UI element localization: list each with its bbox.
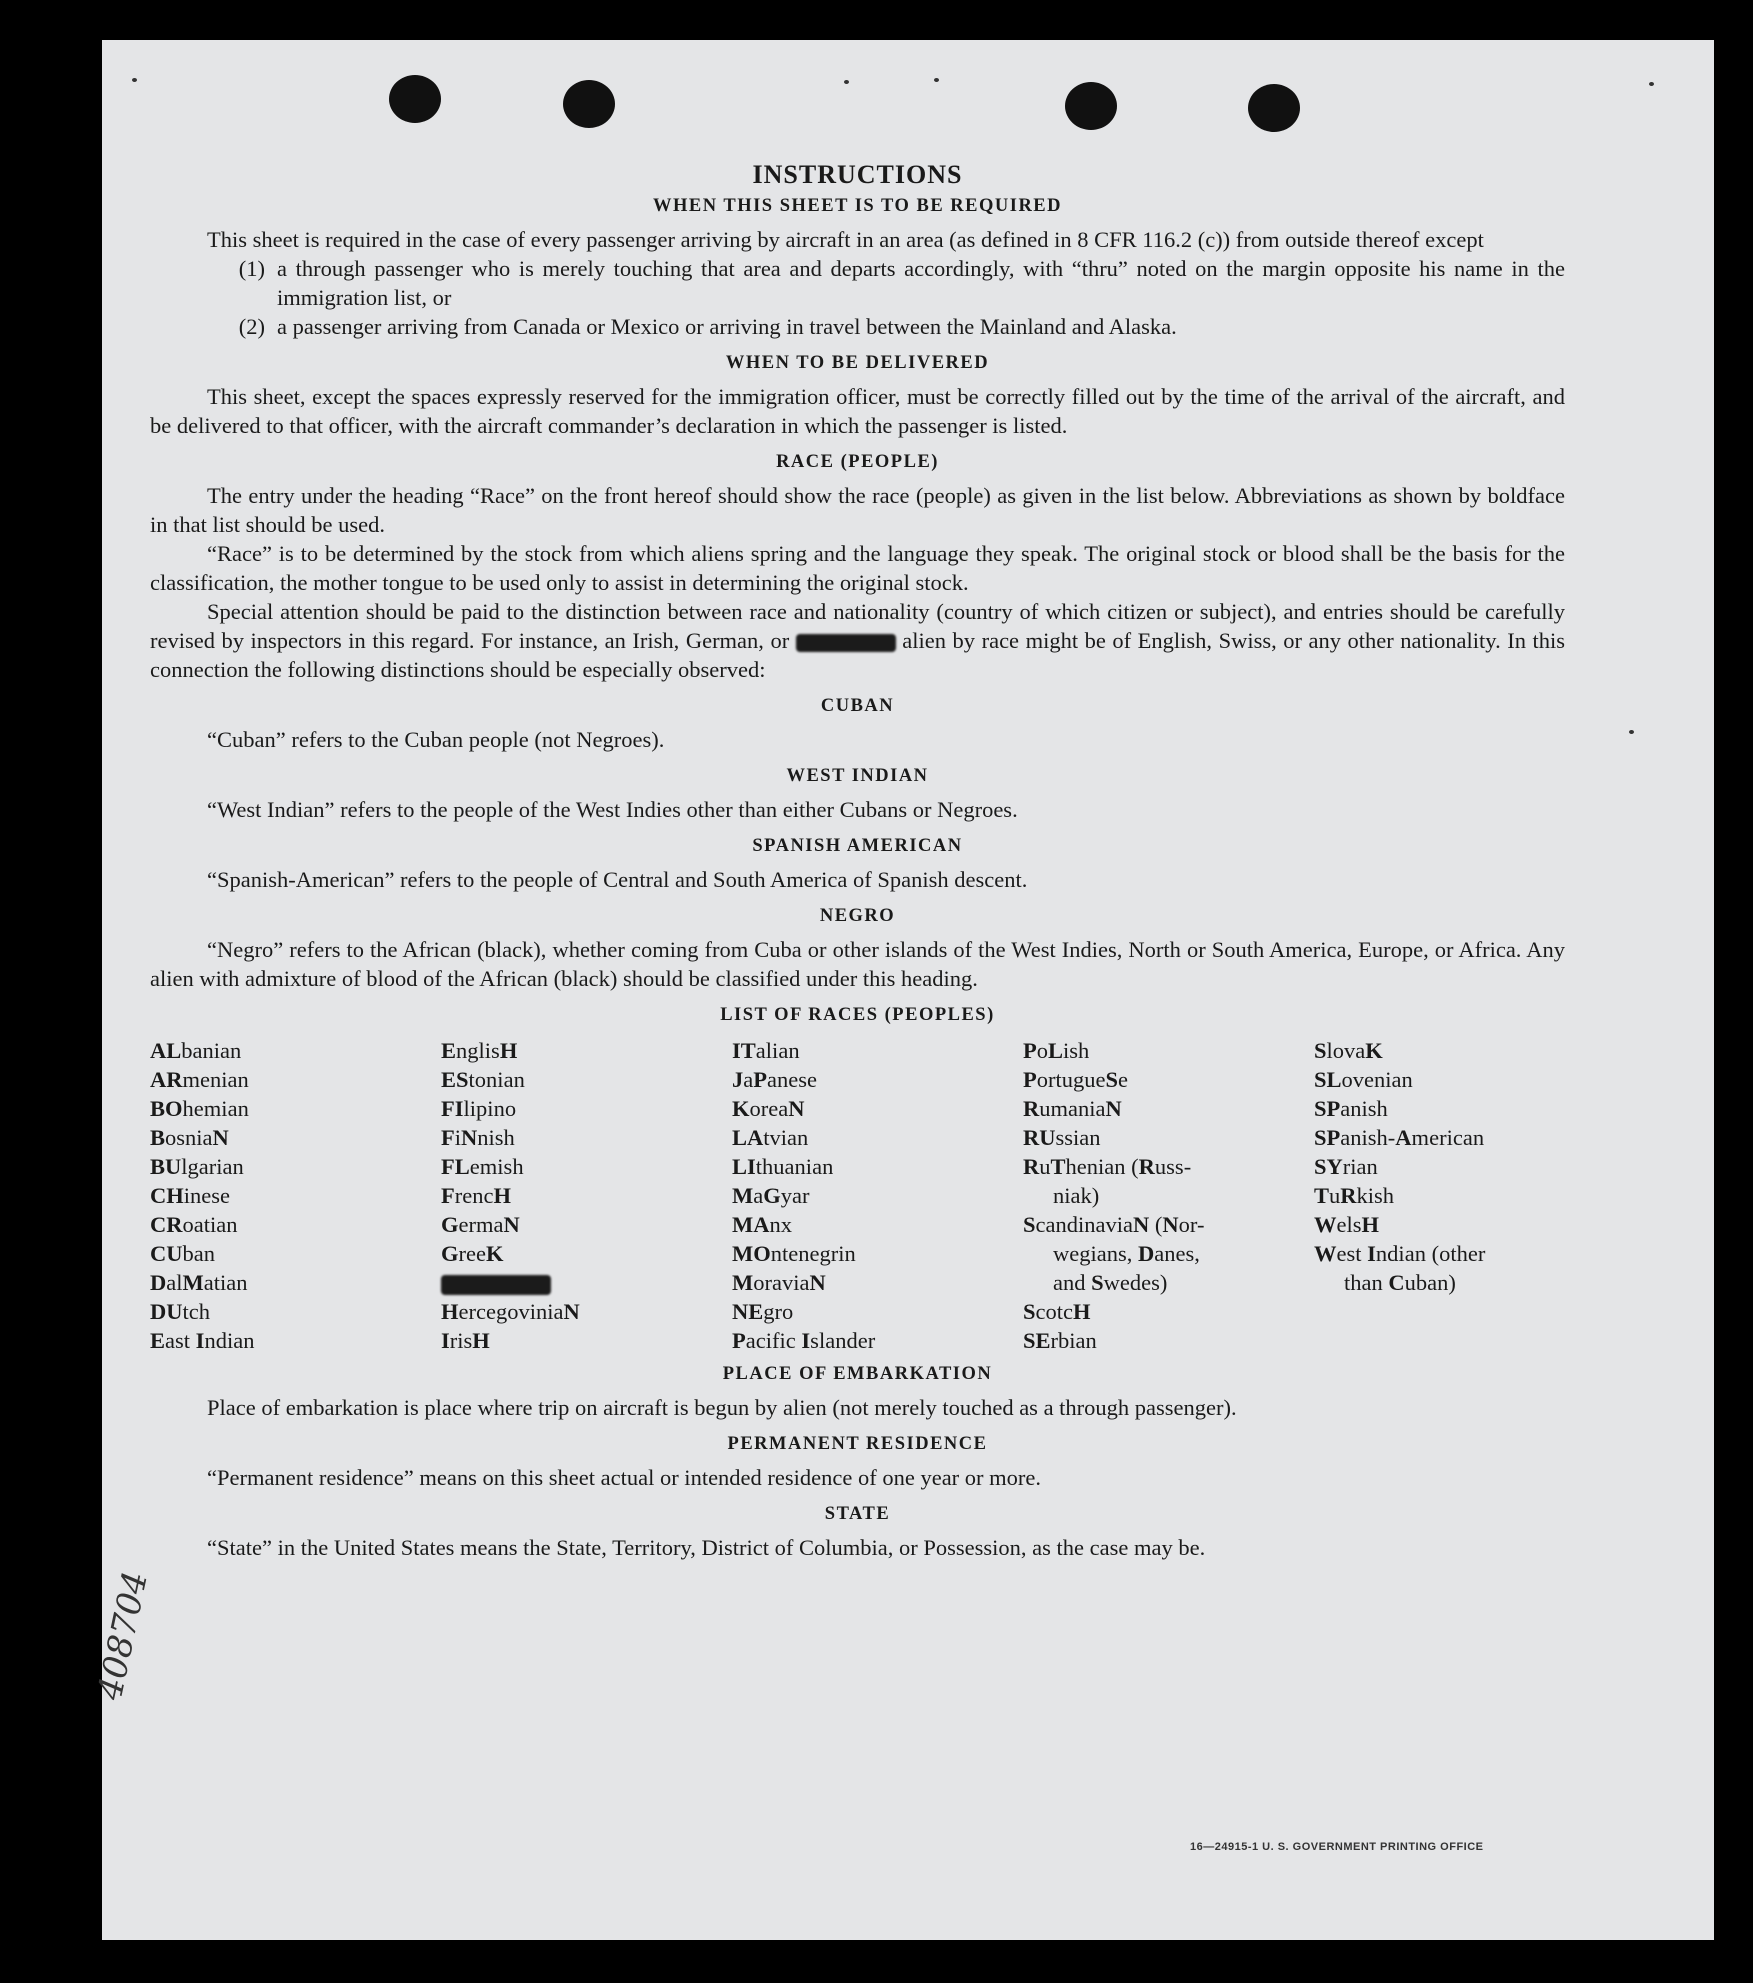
paragraph: “Cuban” refers to the Cuban people (not Negroes).	[207, 727, 665, 752]
race-entry-continuation: niak)	[1053, 1183, 1100, 1208]
race-entry: ScandinaviaN (Nor-	[1023, 1212, 1205, 1237]
race-entry: WelsH	[1314, 1212, 1380, 1237]
race-entry-redacted	[441, 1268, 732, 1297]
punch-hole	[389, 75, 441, 123]
paragraph: “Spanish-American” refers to the people of Central and South America of Spanish descent.	[207, 867, 1028, 892]
race-entry: PoLish	[1023, 1038, 1090, 1063]
punch-hole	[563, 80, 615, 128]
section-embarkation	[150, 1361, 1565, 1422]
races-column-2	[441, 1036, 732, 1355]
section-heading: LIST OF RACES (PEOPLES)	[720, 1005, 995, 1025]
races-column-1	[150, 1036, 441, 1355]
section-spanish-american	[150, 833, 1565, 894]
speck	[934, 78, 939, 82]
race-entry: East Indian	[150, 1328, 255, 1353]
race-entry: IrisH	[441, 1328, 490, 1353]
section-heading: CUBAN	[820, 696, 895, 716]
race-entry: Pacific Islander	[732, 1328, 876, 1353]
race-entry: SErbian	[1023, 1328, 1097, 1353]
race-entry: FIlipino	[441, 1096, 517, 1121]
section-negro	[150, 903, 1565, 993]
race-entry: CUban	[150, 1241, 215, 1266]
race-entry: CHinese	[150, 1183, 231, 1208]
races-column-3	[732, 1036, 1023, 1355]
paragraph: This sheet, except the spaces expressly reserved for the immigration officer, must be correctly filled out by the time of the arrival of the aircraft, and be delivered to that officer, with the aircraft commander’s declaration in which the passenger is listed.	[150, 384, 1565, 438]
race-entry: West Indian (other	[1314, 1241, 1486, 1266]
race-entry: ARmenian	[150, 1067, 249, 1092]
section-cuban	[150, 693, 1565, 754]
race-entry: RuThenian (Russ-	[1023, 1154, 1192, 1179]
paragraph: Place of embarkation is place where trip on aircraft is begun by alien (not merely touched as a through passenger).	[207, 1395, 1237, 1420]
section-delivered	[150, 350, 1565, 440]
paragraph: The entry under the heading “Race” on the front hereof should show the race (people) as given in the list below. Abbreviations as shown by boldface in that list should be used.	[150, 483, 1565, 537]
race-entry: SlovaK	[1314, 1038, 1383, 1063]
race-entry: MOntenegrin	[732, 1241, 856, 1266]
paragraph: “Race” is to be determined by the stock from which aliens spring and the language they speak. The original stock or blood shall be the basis for the classification, the mother tongue to be used only to assist in determining the original stock.	[150, 541, 1565, 595]
race-entry: JaPanese	[732, 1067, 818, 1092]
race-entry-continuation: than Cuban)	[1344, 1270, 1456, 1295]
item-text: a through passenger who is merely touching that area and departs accordingly, with “thru” noted on the margin opposite his name in the immigration list, or	[277, 256, 1565, 310]
races-grid	[150, 1036, 1565, 1355]
section-heading: WHEN THIS SHEET IS TO BE REQUIRED	[652, 196, 1063, 216]
speck	[1629, 730, 1634, 734]
race-entry: FrencH	[441, 1183, 512, 1208]
section-list-of-races	[150, 1002, 1565, 1355]
race-entry: TuRkish	[1314, 1183, 1395, 1208]
race-entry: ScotcH	[1023, 1299, 1091, 1324]
race-entry: SPanish	[1314, 1096, 1388, 1121]
race-entry: FLemish	[441, 1154, 524, 1179]
speck	[844, 80, 849, 84]
paragraph: “Permanent residence” means on this sheet actual or intended residence of one year or more.	[207, 1465, 1042, 1490]
section-heading: NEGRO	[819, 906, 896, 926]
section-permanent-residence	[150, 1431, 1565, 1492]
section-heading: PLACE OF EMBARKATION	[722, 1364, 993, 1384]
item-number: (2)	[238, 314, 265, 339]
redaction-mark	[441, 1275, 551, 1295]
paragraph-part: Special attention should be paid to the distinction between race and nationality (country of which citizen or subject), and entries should be carefully revised by inspectors in this regard. For instance, an Irish, German, or	[150, 599, 1565, 653]
paragraph: “Negro” refers to the African (black), whether coming from Cuba or other islands of the West Indies, North or South America, Europe, or Africa. Any alien with admixture of blood of the African (black) should be classified under this heading.	[150, 937, 1565, 991]
race-entry: HercegoviniaN	[441, 1299, 580, 1324]
item-text: a passenger arriving from Canada or Mexico or arriving in travel between the Mainland and Alaska.	[277, 314, 1177, 339]
section-state	[150, 1501, 1565, 1562]
section-west-indian	[150, 763, 1565, 824]
race-entry: EnglisH	[441, 1038, 518, 1063]
punch-hole	[1248, 84, 1300, 132]
race-entry: DUtch	[150, 1299, 211, 1324]
section-heading: WEST INDIAN	[786, 766, 929, 786]
handwritten-number: 408704	[90, 1568, 157, 1704]
redaction-mark	[796, 634, 896, 652]
races-column-5	[1314, 1036, 1565, 1355]
races-column-4	[1023, 1036, 1314, 1355]
paragraph-part: alien by race might be of English, Swiss, or any other nationality. In this connection the following distinctions should be especially observed:	[150, 628, 1566, 682]
paragraph: “West Indian” refers to the people of the West Indies other than either Cubans or Negroes.	[207, 797, 1018, 822]
paragraph: This sheet is required in the case of every passenger arriving by aircraft in an area (as defined in 8 CFR 116.2 (c)) from outside thereof except	[207, 227, 1484, 252]
race-entry: RumaniaN	[1023, 1096, 1122, 1121]
race-entry: NEgro	[732, 1299, 794, 1324]
race-entry: MaGyar	[732, 1183, 810, 1208]
race-entry: SPanish-American	[1314, 1125, 1485, 1150]
race-entry-continuation: wegians, Danes,	[1053, 1241, 1200, 1266]
section-heading: WHEN TO BE DELIVERED	[725, 353, 990, 373]
list-item	[150, 312, 1565, 341]
race-entry: BUlgarian	[150, 1154, 244, 1179]
speck	[1649, 82, 1654, 86]
paragraph: “State” in the United States means the State, Territory, District of Columbia, or Possession, as the case may be.	[207, 1535, 1206, 1560]
race-entry: SLovenian	[1314, 1067, 1413, 1092]
section-race	[150, 449, 1565, 684]
instructions-body	[150, 160, 1565, 1571]
printing-office-code: 16—24915-1 U. S. GOVERNMENT PRINTING OFFICE	[1190, 1841, 1484, 1853]
section-required	[150, 193, 1565, 341]
race-entry: SYrian	[1314, 1154, 1378, 1179]
race-entry: GermaN	[441, 1212, 520, 1237]
race-entry: FiNnish	[441, 1125, 515, 1150]
race-entry: ALbanian	[150, 1038, 242, 1063]
race-entry: LIthuanian	[732, 1154, 834, 1179]
race-entry: BOhemian	[150, 1096, 249, 1121]
race-entry: PortugueSe	[1023, 1067, 1129, 1092]
race-entry: MoraviaN	[732, 1270, 826, 1295]
section-heading: RACE (PEOPLE)	[776, 452, 939, 472]
race-entry: CRoatian	[150, 1212, 238, 1237]
race-entry: BosniaN	[150, 1125, 229, 1150]
race-entry: KoreaN	[732, 1096, 805, 1121]
race-entry: MAnx	[732, 1212, 792, 1237]
speck	[132, 78, 137, 82]
section-heading: PERMANENT RESIDENCE	[727, 1434, 988, 1454]
race-entry-continuation: and Swedes)	[1053, 1270, 1168, 1295]
race-entry: RUssian	[1023, 1125, 1101, 1150]
section-heading: SPANISH AMERICAN	[752, 836, 963, 856]
list-item	[150, 254, 1565, 312]
race-entry: LAtvian	[732, 1125, 809, 1150]
race-entry: EStonian	[441, 1067, 525, 1092]
page-title: INSTRUCTIONS	[752, 160, 963, 189]
paragraph	[150, 597, 1565, 684]
punch-hole	[1065, 82, 1117, 130]
race-entry: DalMatian	[150, 1270, 248, 1295]
race-entry: GreeK	[441, 1241, 504, 1266]
section-heading: STATE	[824, 1504, 891, 1524]
item-number: (1)	[238, 256, 265, 281]
race-entry: ITalian	[732, 1038, 800, 1063]
